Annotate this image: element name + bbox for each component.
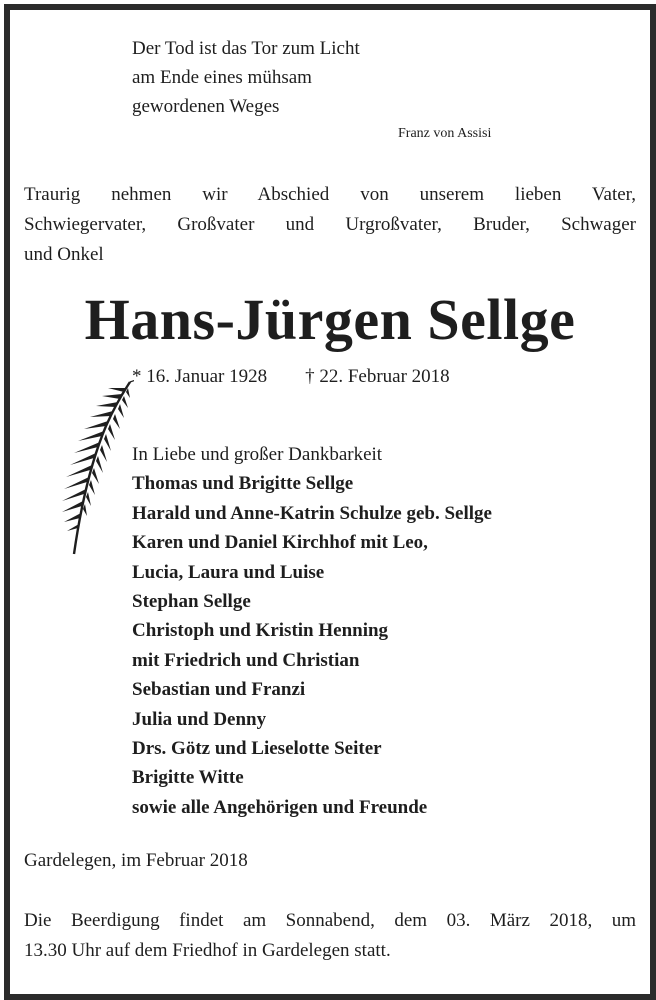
quote <box>132 34 360 121</box>
mourner-name: Karen und Daniel Kirchhof mit Leo, <box>132 532 428 554</box>
mourner-name: sowie alle Angehörigen und Freunde <box>132 796 428 818</box>
quote-line: am Ende eines mühsam <box>132 67 312 88</box>
funeral-line: 13.30 Uhr auf dem Friedhof in Gardelegen statt. <box>24 940 391 961</box>
intro-line: und Onkel <box>24 244 104 265</box>
mourners <box>132 440 492 822</box>
intro-line: Traurig nehmen wir Abschied von unserem lieben Vater, <box>24 184 636 205</box>
place-and-date: Gardelegen, im Februar 2018 <box>24 850 248 871</box>
farewell-intro <box>24 180 636 270</box>
deceased-name: Hans-Jürgen Sellge <box>84 287 576 352</box>
birth-date: * 16. Januar 1928 <box>132 366 268 387</box>
mourner-name: Brigitte Witte <box>132 767 244 789</box>
mourners-intro: In Liebe und großer Dankbarkeit <box>132 444 383 465</box>
mourner-name: Harald und Anne-Katrin Schulze geb. Sellge <box>132 502 492 524</box>
mourner-name: Drs. Götz und Lieselotte Seiter <box>132 738 382 760</box>
intro-line: Schwiegervater, Großvater und Urgroßvater, Bruder, Schwager <box>24 214 636 235</box>
obituary-notice <box>4 4 656 1000</box>
mourner-name: mit Friedrich und Christian <box>132 649 360 671</box>
life-dates <box>132 366 450 388</box>
quote-line: Der Tod ist das Tor zum Licht <box>132 38 360 59</box>
quote-author: Franz von Assisi <box>398 126 492 141</box>
quote-line: gewordenen Weges <box>132 96 280 117</box>
palm-frond-icon <box>34 372 134 558</box>
funeral-info <box>24 906 636 966</box>
death-date: † 22. Februar 2018 <box>305 366 450 387</box>
mourner-name: Thomas und Brigitte Sellge <box>132 473 354 495</box>
mourner-name: Julia und Denny <box>132 708 267 730</box>
funeral-line: Die Beerdigung findet am Sonnabend, dem 03. März 2018, um <box>24 910 636 931</box>
mourner-name: Stephan Sellge <box>132 591 251 613</box>
mourner-name: Christoph und Kristin Henning <box>132 620 389 642</box>
mourner-name: Lucia, Laura und Luise <box>132 561 325 583</box>
mourner-name: Sebastian und Franzi <box>132 679 306 701</box>
